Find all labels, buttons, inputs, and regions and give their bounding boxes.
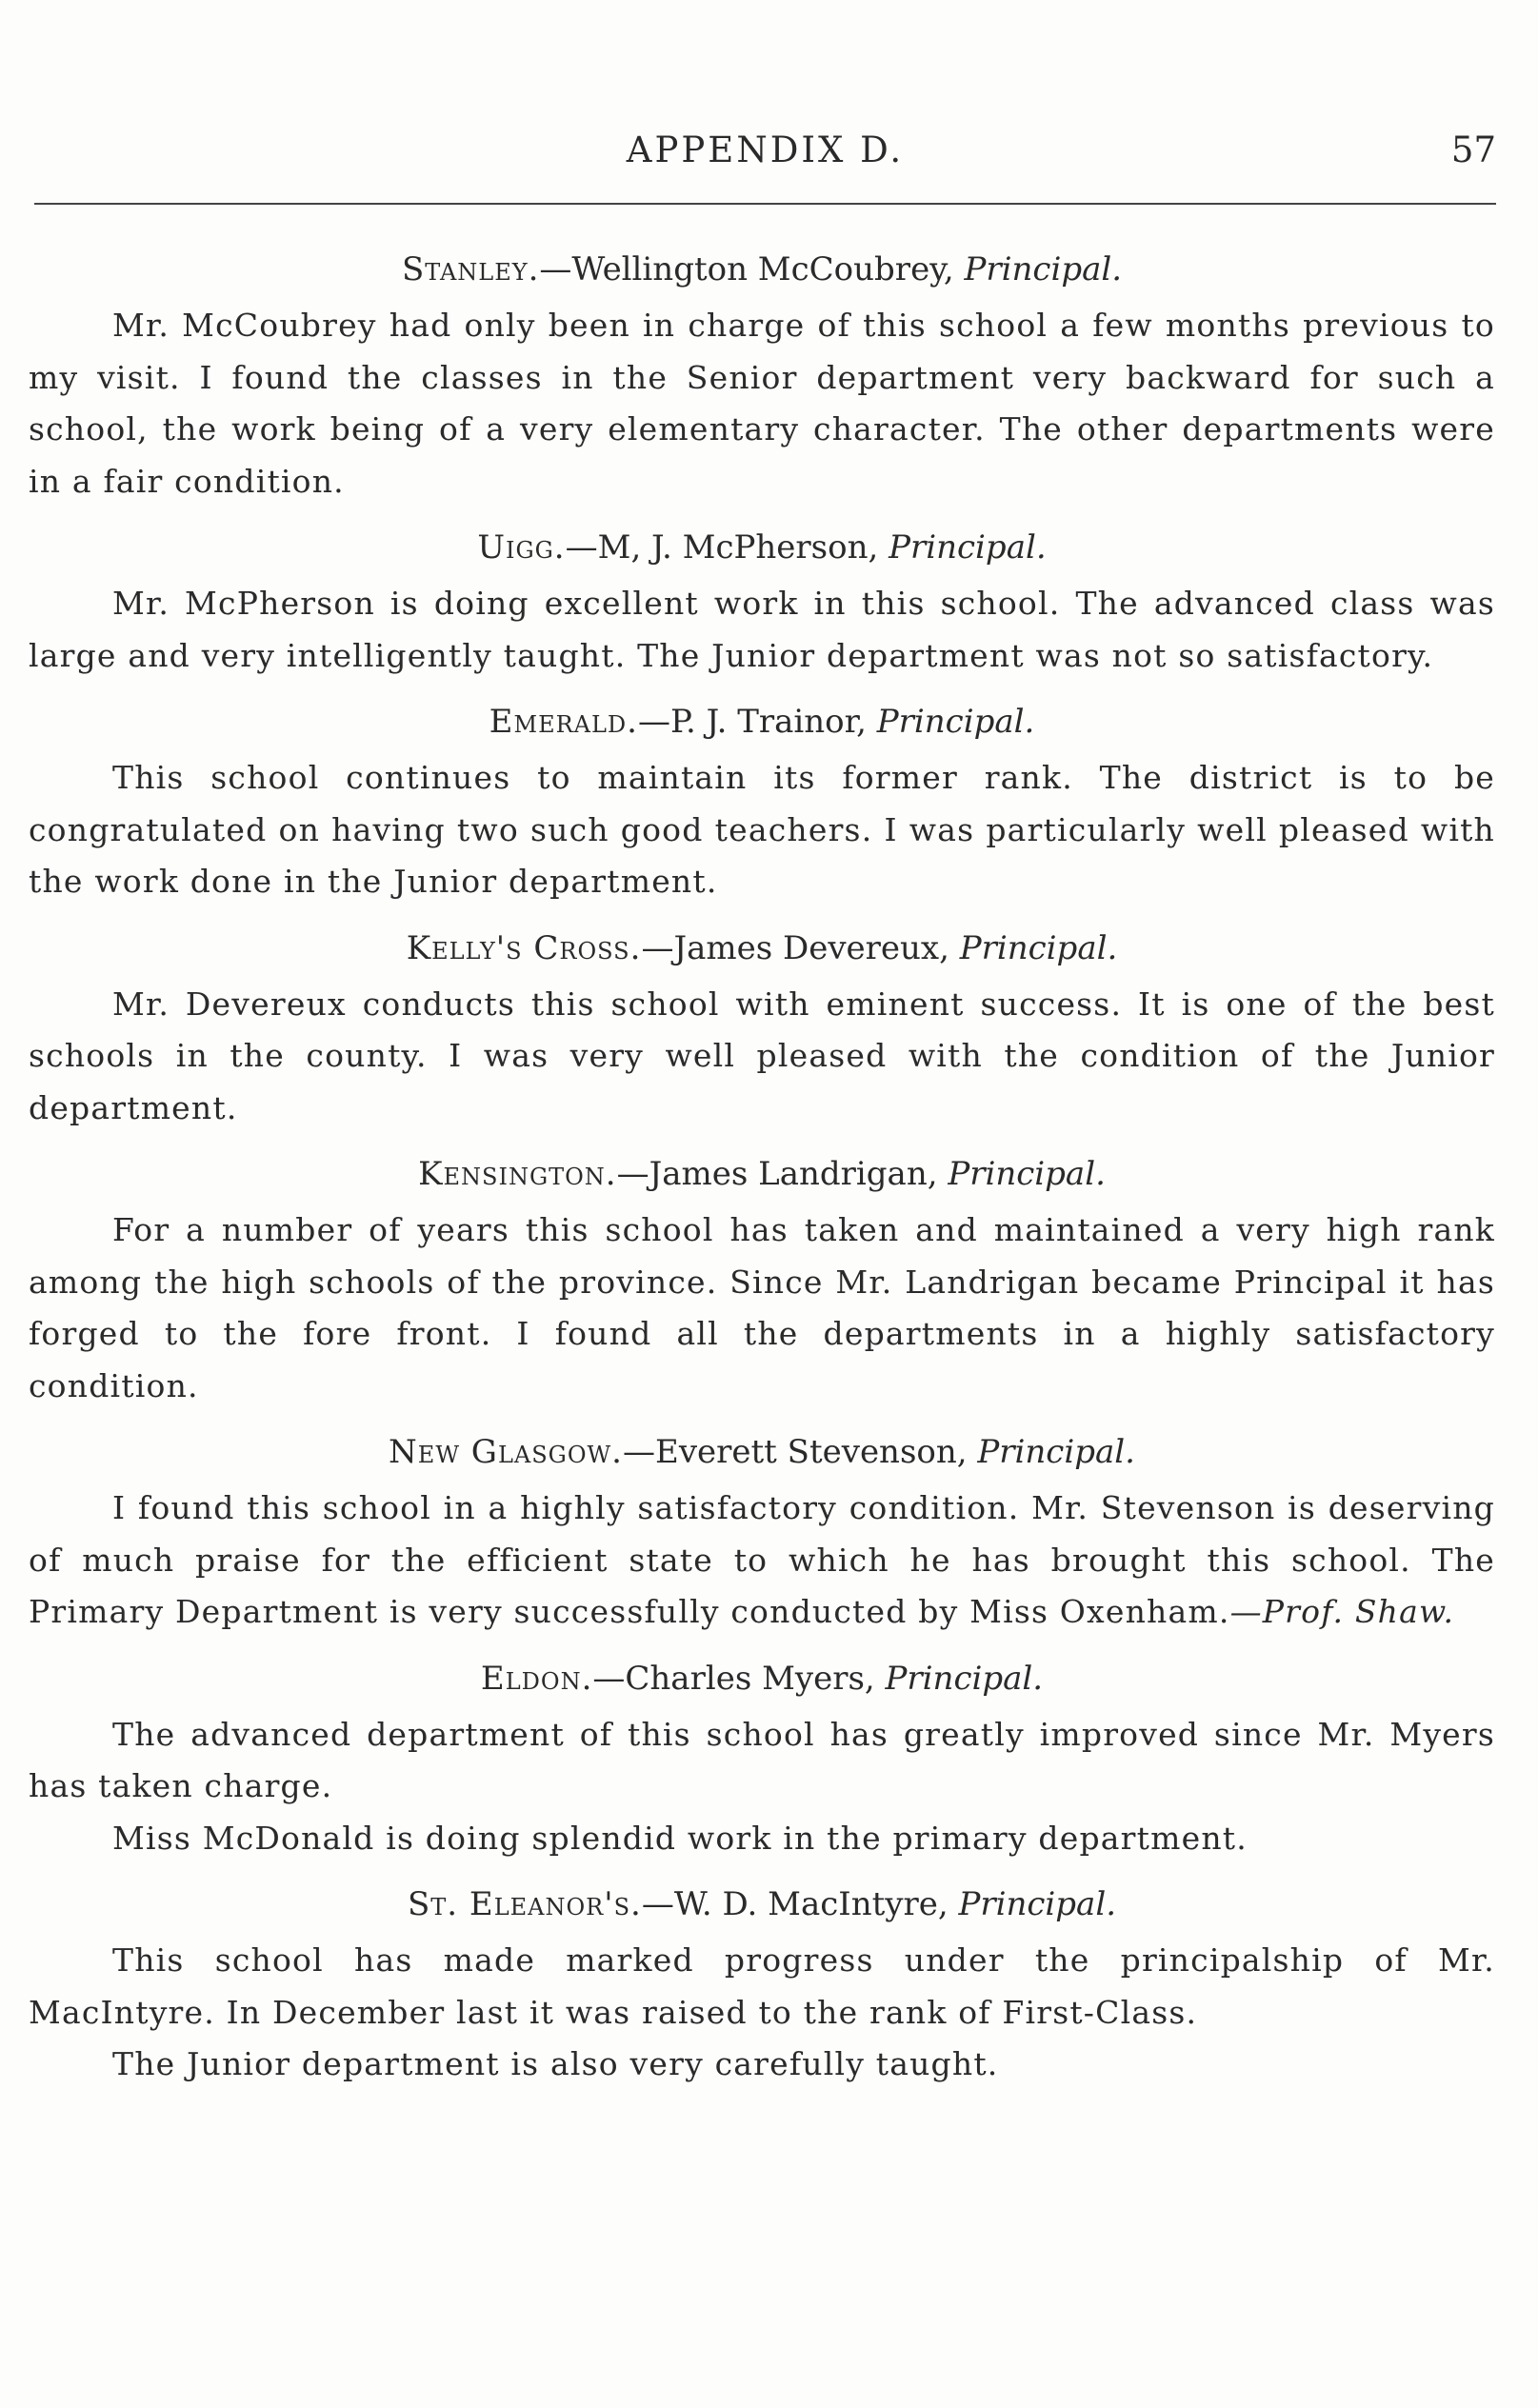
section-st-eleanors — [29, 1878, 1495, 2091]
section-uigg — [29, 521, 1495, 682]
principal-name: —M, J. McPherson, — [565, 528, 879, 567]
report-paragraph: Miss McDonald is doing splendid work in the primary department. — [112, 1819, 1248, 1857]
report-paragraph: This school has made marked progress under the principalship of Mr. MacIntyre. In December last it was raised to the rank of First-Class. — [29, 1941, 1495, 2031]
school-name: New Glasgow. — [389, 1433, 623, 1471]
principal-name: —W. D. MacIntyre, — [641, 1885, 949, 1923]
principal-name: —P. J. Trainor, — [637, 703, 867, 741]
report-paragraph: Mr. Devereux conducts this school with eminent success. It is one of the best schools in the county. I was very well pleased with the condition of the Junior department. — [29, 985, 1495, 1126]
section-stanley — [29, 243, 1495, 507]
principal-role: Principal. — [889, 528, 1047, 567]
appendix-title: APPENDIX D. — [626, 129, 905, 170]
section-kellys-cross — [29, 922, 1495, 1135]
principal-role: Principal. — [876, 703, 1035, 741]
paragraph-text: I found this school in a highly satisfactory condition. Mr. Stevenson is deserving of much praise for the efficient state to which he has brought this school. The Primary Department is very successfully conducted by Miss Oxenham. — [29, 1489, 1495, 1630]
school-heading — [29, 1652, 1495, 1705]
school-name: Kensington. — [418, 1155, 617, 1193]
report-paragraph: For a number of years this school has taken and maintained a very high rank among the high schools of the province. Since Mr. Landrigan became Principal it has forged to the fore front. I found all the departments in a highly satisfactory condition. — [29, 1211, 1495, 1404]
principal-name: —Wellington McCoubrey, — [539, 250, 954, 289]
principal-role: Principal. — [959, 928, 1118, 967]
section-emerald — [29, 695, 1495, 908]
school-name: Stanley. — [401, 250, 540, 289]
running-head — [34, 122, 1496, 179]
report-paragraph: The advanced department of this school has greatly improved since Mr. Myers has taken charge. — [29, 1715, 1495, 1804]
principal-role: Principal. — [948, 1155, 1106, 1193]
school-name: Uigg. — [477, 528, 566, 567]
school-heading — [29, 521, 1495, 574]
school-heading — [29, 695, 1495, 748]
principal-role: Principal. — [885, 1659, 1044, 1698]
school-name: Emerald. — [489, 703, 638, 741]
signature: —Prof. Shaw. — [1229, 1593, 1455, 1630]
principal-name: —Charles Myers, — [592, 1659, 875, 1698]
section-eldon — [29, 1652, 1495, 1865]
report-paragraph: Mr. McPherson is doing excellent work in this school. The advanced class was large and very intelligently taught. The Junior department was not so satisfactory. — [29, 585, 1495, 674]
school-name: Eldon. — [480, 1659, 593, 1698]
section-kensington — [29, 1147, 1495, 1412]
school-name: St. Eleanor's. — [407, 1885, 642, 1923]
principal-name: —James Landrigan, — [616, 1155, 938, 1193]
report-paragraph: The Junior department is also very carefully taught. — [112, 2045, 999, 2082]
report-paragraph: This school continues to maintain its former rank. The district is to be congratulated on having two such good teachers. I was particularly well pleased with the work done in the Junior department. — [29, 759, 1495, 900]
header-rule — [34, 203, 1496, 205]
principal-name: —James Devereux, — [641, 928, 949, 967]
report-body — [29, 243, 1495, 2104]
school-heading — [29, 1878, 1495, 1931]
principal-role: Principal. — [964, 250, 1123, 289]
report-paragraph: Mr. McCoubrey had only been in charge of this school a few months previous to my visit. I found the classes in the Senior department very backward for such a school, the work being of a very elementary character. The other departments were in a fair condition. — [29, 307, 1495, 500]
school-heading — [29, 1147, 1495, 1201]
school-heading — [29, 922, 1495, 975]
school-heading — [29, 1425, 1495, 1479]
section-new-glasgow — [29, 1425, 1495, 1639]
principal-role: Principal. — [977, 1433, 1135, 1471]
school-heading — [29, 243, 1495, 296]
principal-role: Principal. — [958, 1885, 1117, 1923]
page-number: 57 — [1450, 129, 1496, 170]
report-paragraph — [29, 1483, 1495, 1639]
school-name: Kelly's Cross. — [406, 928, 642, 967]
principal-name: —Everett Stevenson, — [623, 1433, 968, 1471]
